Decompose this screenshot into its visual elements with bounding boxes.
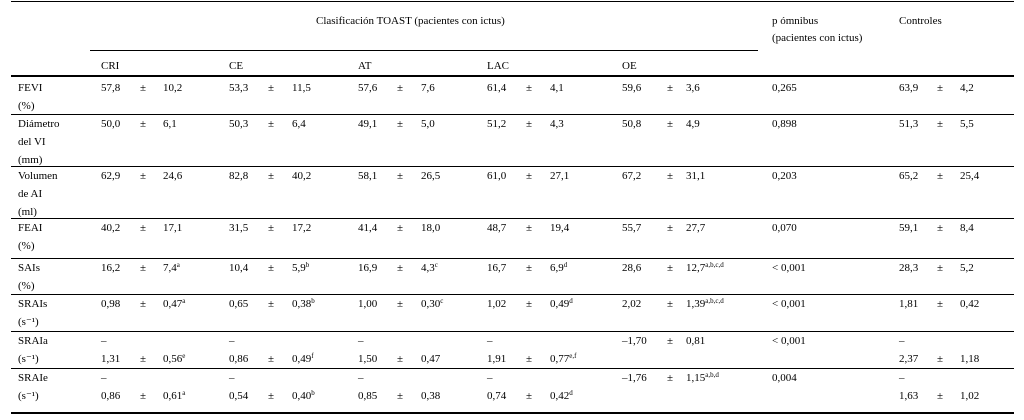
mean-value: 82,8 [229, 170, 249, 182]
mean-value: 50,3 [229, 118, 249, 130]
row-label: de AI [18, 188, 43, 200]
p-value: 0,004 [772, 372, 797, 384]
significance-superscript: a,b,d [705, 371, 719, 379]
mean-value: 0,98 [101, 298, 121, 310]
sd-value [163, 260, 180, 276]
significance-superscript: c [434, 261, 438, 269]
sd-number: 10,2 [163, 82, 183, 94]
sd-number: 7,4 [163, 262, 177, 274]
plus-minus: ± [140, 298, 147, 310]
sd-value [550, 351, 576, 367]
sd-value [292, 351, 314, 367]
rule-top [11, 1, 1014, 2]
sd-value [421, 260, 438, 276]
control-mean: 2,37 [899, 353, 919, 365]
mean-value: 61,0 [487, 170, 507, 182]
sd-value [292, 116, 306, 132]
sd-number: 4,3 [421, 262, 435, 274]
control-sd: 8,4 [960, 222, 974, 234]
significance-superscript: a [176, 261, 180, 269]
mean-value: 0,65 [229, 298, 249, 310]
sd-number: 4,1 [550, 82, 564, 94]
sd-value [550, 388, 573, 404]
sd-number: 27,1 [550, 170, 570, 182]
mean-value: 40,2 [101, 222, 121, 234]
row-rule [11, 331, 1014, 332]
sd-number: 0,47 [163, 298, 183, 310]
row-rule [11, 258, 1014, 259]
sd-value [421, 351, 440, 367]
mean-value: 16,7 [487, 262, 507, 274]
sd-value [686, 220, 705, 236]
plus-minus: ± [268, 82, 275, 94]
p-value: 0,898 [772, 118, 797, 130]
dash-mark: – [101, 335, 107, 347]
sd-value [421, 220, 440, 236]
sd-value [421, 168, 440, 184]
sd-value [550, 116, 564, 132]
mean-value: 1,31 [101, 353, 121, 365]
sd-value [686, 168, 705, 184]
group-header: Clasificación TOAST (pacientes con ictus) [316, 15, 505, 27]
sd-number: 17,2 [292, 222, 312, 234]
dash-mark: – [229, 335, 235, 347]
significance-superscript: c [440, 297, 444, 305]
subheader-at: AT [358, 60, 372, 72]
mean-value: 16,2 [101, 262, 121, 274]
significance-superscript: a,b,c,d [705, 261, 724, 269]
dash-mark: – [487, 372, 493, 384]
significance-superscript: e [182, 352, 186, 360]
mean-value: 2,02 [622, 298, 642, 310]
sd-value [163, 388, 185, 404]
significance-superscript: d [563, 261, 568, 269]
plus-minus: ± [526, 390, 533, 402]
mean-value: –1,76 [622, 372, 647, 384]
significance-superscript: a [182, 297, 186, 305]
row-label: (s⁻¹) [18, 390, 39, 402]
row-label: SAIs [18, 262, 41, 274]
significance-superscript: b [311, 389, 315, 397]
mean-value: 57,8 [101, 82, 121, 94]
plus-minus: ± [937, 118, 944, 130]
sd-number: 7,6 [421, 82, 435, 94]
sd-value [163, 220, 182, 236]
row-rule [11, 294, 1014, 295]
sd-value [686, 80, 700, 96]
mean-value: 57,6 [358, 82, 378, 94]
sd-number: 6,1 [163, 118, 177, 130]
plus-minus: ± [397, 170, 404, 182]
plus-minus: ± [397, 390, 404, 402]
plus-minus: ± [937, 262, 944, 274]
mean-value: –1,70 [622, 335, 647, 347]
subheader-cri: CRI [101, 60, 120, 72]
significance-superscript: b [305, 261, 310, 269]
sd-number: 0,42 [550, 390, 570, 402]
row-label: del VI [18, 136, 46, 148]
sd-number: 11,5 [292, 82, 311, 94]
row-label: FEAI [18, 222, 43, 234]
control-sd: 5,2 [960, 262, 974, 274]
mean-value: 0,86 [229, 353, 249, 365]
sd-number: 0,56 [163, 353, 183, 365]
control-mean: 1,81 [899, 298, 919, 310]
plus-minus: ± [667, 298, 674, 310]
row-label: Diámetro [18, 118, 60, 130]
subheader-oe: OE [622, 60, 637, 72]
row-label: SRAIe [18, 372, 48, 384]
plus-minus: ± [397, 82, 404, 94]
significance-superscript: a [182, 389, 186, 397]
significance-superscript: d [569, 297, 573, 305]
mean-value: 67,2 [622, 170, 642, 182]
row-label: (s⁻¹) [18, 316, 39, 328]
plus-minus: ± [526, 118, 533, 130]
plus-minus: ± [140, 222, 147, 234]
control-sd: 25,4 [960, 170, 980, 182]
mean-value: 51,2 [487, 118, 507, 130]
plus-minus: ± [140, 390, 147, 402]
sd-number: 17,1 [163, 222, 183, 234]
row-label: Volumen [18, 170, 58, 182]
plus-minus: ± [268, 298, 275, 310]
control-sd: 5,5 [960, 118, 974, 130]
mean-value: 28,6 [622, 262, 642, 274]
row-label: (s⁻¹) [18, 353, 39, 365]
mean-value: 62,9 [101, 170, 121, 182]
mean-value: 0,74 [487, 390, 507, 402]
p-header-line2: (pacientes con ictus) [772, 32, 863, 44]
sd-number: 31,1 [686, 170, 706, 182]
plus-minus: ± [140, 262, 147, 274]
row-label: (mm) [18, 154, 43, 166]
p-value: 0,070 [772, 222, 797, 234]
plus-minus: ± [937, 222, 944, 234]
significance-superscript: f [311, 352, 314, 360]
sd-number: 40,2 [292, 170, 312, 182]
dash-mark: – [358, 335, 364, 347]
sd-value [686, 116, 700, 132]
plus-minus: ± [140, 118, 147, 130]
significance-superscript: e,f [569, 352, 577, 360]
sd-number: 5,0 [421, 118, 435, 130]
sd-number: 19,4 [550, 222, 570, 234]
sd-number: 4,9 [686, 118, 700, 130]
sd-value [292, 168, 311, 184]
plus-minus: ± [268, 222, 275, 234]
dash-mark: – [358, 372, 364, 384]
plus-minus: ± [140, 353, 147, 365]
sd-number: 0,47 [421, 353, 441, 365]
p-value: < 0,001 [772, 262, 806, 274]
sd-value [686, 260, 724, 276]
mean-value: 16,9 [358, 262, 378, 274]
sd-number: 26,5 [421, 170, 441, 182]
mean-value: 1,50 [358, 353, 378, 365]
sd-number: 0,30 [421, 298, 441, 310]
plus-minus: ± [667, 262, 674, 274]
plus-minus: ± [397, 222, 404, 234]
sd-value [421, 80, 435, 96]
sd-number: 1,15 [686, 372, 706, 384]
sd-number: 0,61 [163, 390, 183, 402]
sd-value [421, 116, 435, 132]
mean-value: 50,0 [101, 118, 121, 130]
plus-minus: ± [667, 82, 674, 94]
control-mean: 51,3 [899, 118, 919, 130]
sd-value [421, 296, 443, 312]
row-rule [11, 412, 1014, 414]
row-label: (ml) [18, 206, 37, 218]
row-label: SRAIs [18, 298, 48, 310]
sd-number: 5,9 [292, 262, 306, 274]
p-header-line1: p ómnibus [772, 15, 819, 27]
control-sd: 4,2 [960, 82, 974, 94]
plus-minus: ± [667, 118, 674, 130]
sd-number: 0,49 [550, 298, 570, 310]
sd-number: 6,9 [550, 262, 564, 274]
control-mean: 65,2 [899, 170, 919, 182]
mean-value: 59,6 [622, 82, 642, 94]
plus-minus: ± [937, 353, 944, 365]
sd-number: 0,40 [292, 390, 312, 402]
sd-number: 3,6 [686, 82, 700, 94]
mean-value: 0,86 [101, 390, 121, 402]
plus-minus: ± [268, 118, 275, 130]
sd-number: 1,39 [686, 298, 706, 310]
sd-value [686, 370, 719, 386]
sd-value [163, 351, 185, 367]
subheader-ce: CE [229, 60, 244, 72]
plus-minus: ± [937, 298, 944, 310]
sd-value [550, 168, 569, 184]
rule-group [90, 50, 758, 51]
plus-minus: ± [667, 222, 674, 234]
mean-value: 50,8 [622, 118, 642, 130]
mean-value: 1,91 [487, 353, 507, 365]
plus-minus: ± [397, 298, 404, 310]
control-sd: 1,18 [960, 353, 980, 365]
sd-value [292, 220, 311, 236]
rule-header [11, 75, 1014, 77]
sd-number: 0,49 [292, 353, 312, 365]
sd-number: 6,4 [292, 118, 306, 130]
plus-minus: ± [526, 298, 533, 310]
significance-superscript: b [311, 297, 315, 305]
control-mean: 59,1 [899, 222, 919, 234]
plus-minus: ± [526, 222, 533, 234]
sd-number: 0,38 [292, 298, 312, 310]
plus-minus: ± [667, 335, 674, 347]
sd-number: 18,0 [421, 222, 441, 234]
control-sd: 0,42 [960, 298, 980, 310]
row-label: (%) [18, 280, 35, 292]
row-rule [11, 114, 1014, 115]
significance-superscript: d [569, 389, 573, 397]
p-value: 0,203 [772, 170, 797, 182]
p-value: < 0,001 [772, 298, 806, 310]
plus-minus: ± [526, 82, 533, 94]
plus-minus: ± [667, 170, 674, 182]
control-mean: 63,9 [899, 82, 919, 94]
sd-value [163, 296, 185, 312]
sd-value [163, 116, 177, 132]
sd-value [163, 80, 182, 96]
sd-number: 0,81 [686, 335, 706, 347]
row-rule [11, 218, 1014, 219]
dash-mark: – [487, 335, 493, 347]
mean-value: 61,4 [487, 82, 507, 94]
mean-value: 0,85 [358, 390, 378, 402]
row-label: FEVI [18, 82, 43, 94]
mean-value: 58,1 [358, 170, 378, 182]
sd-value [421, 388, 440, 404]
plus-minus: ± [526, 170, 533, 182]
plus-minus: ± [937, 390, 944, 402]
plus-minus: ± [268, 353, 275, 365]
sd-value [292, 388, 315, 404]
dash-mark: – [229, 372, 235, 384]
mean-value: 53,3 [229, 82, 249, 94]
plus-minus: ± [397, 118, 404, 130]
sd-value [550, 260, 567, 276]
plus-minus: ± [937, 82, 944, 94]
mean-value: 49,1 [358, 118, 378, 130]
mean-value: 0,54 [229, 390, 249, 402]
sd-number: 0,77 [550, 353, 570, 365]
plus-minus: ± [397, 353, 404, 365]
sd-number: 0,38 [421, 390, 441, 402]
sd-number: 4,3 [550, 118, 564, 130]
row-label: (%) [18, 100, 35, 112]
sd-value [686, 296, 724, 312]
control-mean: 28,3 [899, 262, 919, 274]
sd-value [550, 296, 573, 312]
plus-minus: ± [667, 372, 674, 384]
plus-minus: ± [397, 262, 404, 274]
sd-number: 24,6 [163, 170, 183, 182]
mean-value: 48,7 [487, 222, 507, 234]
mean-value: 41,4 [358, 222, 378, 234]
sd-value [292, 80, 311, 96]
significance-superscript: a,b,c,d [705, 297, 724, 305]
sd-number: 27,7 [686, 222, 706, 234]
dash-mark: – [899, 372, 905, 384]
sd-value [292, 260, 309, 276]
sd-value [550, 220, 569, 236]
control-sd: 1,02 [960, 390, 980, 402]
sd-value [550, 80, 564, 96]
row-rule [11, 368, 1014, 369]
sd-value [292, 296, 315, 312]
row-rule [11, 166, 1014, 167]
subheader-lac: LAC [487, 60, 509, 72]
controls-header: Controles [899, 15, 942, 27]
p-value: 0,265 [772, 82, 797, 94]
row-label: (%) [18, 240, 35, 252]
mean-value: 1,00 [358, 298, 378, 310]
dash-mark: – [101, 372, 107, 384]
plus-minus: ± [268, 262, 275, 274]
row-label: SRAIa [18, 335, 48, 347]
plus-minus: ± [526, 262, 533, 274]
sd-number: 12,7 [686, 262, 706, 274]
sd-value [686, 333, 705, 349]
p-value: < 0,001 [772, 335, 806, 347]
control-mean: 1,63 [899, 390, 919, 402]
plus-minus: ± [268, 390, 275, 402]
plus-minus: ± [140, 82, 147, 94]
mean-value: 31,5 [229, 222, 249, 234]
mean-value: 55,7 [622, 222, 642, 234]
plus-minus: ± [140, 170, 147, 182]
dash-mark: – [899, 335, 905, 347]
plus-minus: ± [937, 170, 944, 182]
mean-value: 10,4 [229, 262, 249, 274]
plus-minus: ± [268, 170, 275, 182]
plus-minus: ± [526, 353, 533, 365]
mean-value: 1,02 [487, 298, 507, 310]
sd-value [163, 168, 182, 184]
